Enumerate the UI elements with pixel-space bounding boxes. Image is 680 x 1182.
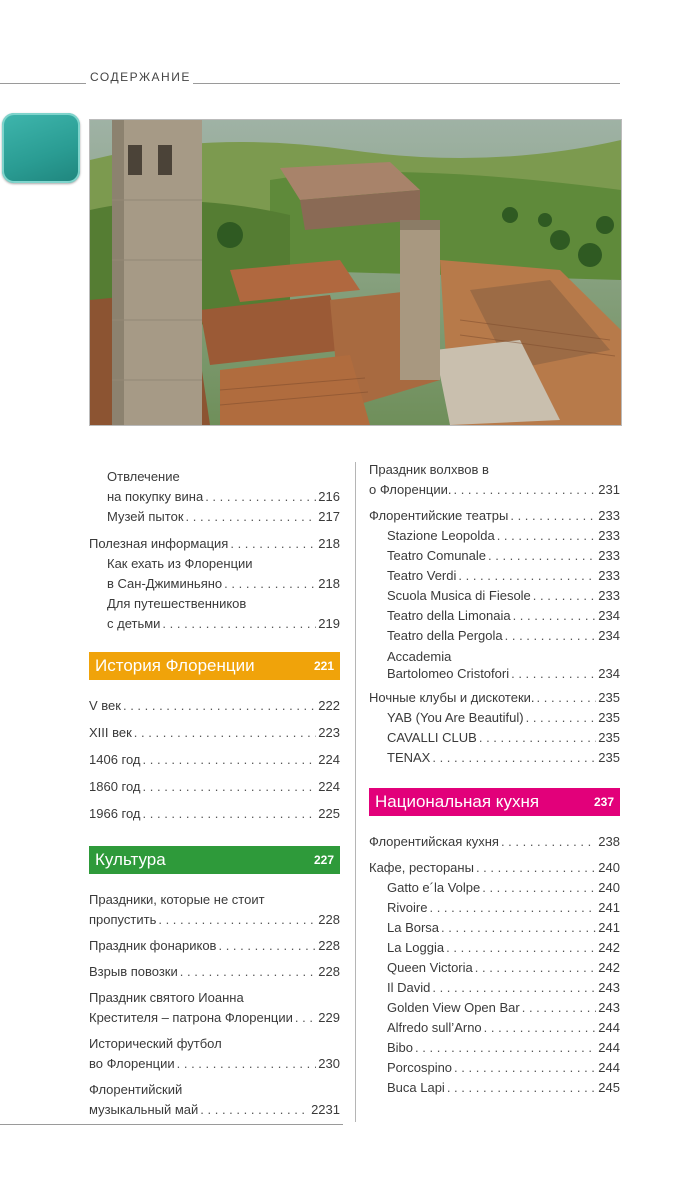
toc-entry[interactable]: 1966 год . . . 225: [89, 804, 340, 824]
toc-entry[interactable]: Праздник фонариков . . . 228: [89, 936, 340, 956]
header-rule-left: [0, 83, 86, 84]
toc-entry[interactable]: Флорентийская кухня . . . 238: [369, 832, 620, 852]
toc-entry[interactable]: XIII век . . . 223: [89, 723, 340, 743]
toc-entry[interactable]: La Loggia . . . 242: [369, 938, 620, 958]
toc-entry[interactable]: Il David . . . 243: [369, 978, 620, 998]
header-rule-right: [180, 83, 620, 84]
toc-entry[interactable]: Buca Lapi . . . 245: [369, 1078, 620, 1098]
toc-entry[interactable]: Bibo . . . 244: [369, 1038, 620, 1058]
toc-entry[interactable]: Teatro Comunale . . . 233: [369, 546, 620, 566]
toc-right-column: [369, 460, 620, 1098]
toc-entry[interactable]: Музей пыток . . . 217: [89, 507, 340, 527]
toc-entry[interactable]: Teatro della Pergola . . . 234: [369, 626, 620, 646]
toc-entry[interactable]: 1406 год . . . 224: [89, 750, 340, 770]
toc-entry[interactable]: Как ехать из Флоренции в Сан-Джиминьяно . . . 218: [89, 554, 340, 594]
toc-entry[interactable]: Alfredo sull’Arno . . . 244: [369, 1018, 620, 1038]
section-tab: [2, 113, 80, 183]
toc-entry[interactable]: Golden View Open Bar . . . 243: [369, 998, 620, 1018]
toc-entry[interactable]: Porcospino . . . 244: [369, 1058, 620, 1078]
toc-entry[interactable]: Флорентийские театры . . . 233: [369, 506, 620, 526]
toc-entry[interactable]: Кафе, рестораны . . . 240: [369, 858, 620, 878]
toc-entry[interactable]: CAVALLI CLUB . . . 235: [369, 728, 620, 748]
toc-entry[interactable]: TENAX . . . 235: [369, 748, 620, 768]
toc-entry[interactable]: Scuola Musica di Fiesole . . . 233: [369, 586, 620, 606]
toc-entry[interactable]: Queen Victoria . . . 242: [369, 958, 620, 978]
toc-entry[interactable]: 1860 год . . . 224: [89, 777, 340, 797]
toc-entry[interactable]: Ночные клубы и дискотеки. . . . 235: [369, 688, 620, 708]
toc-entry[interactable]: Teatro della Limonaia . . . 234: [369, 606, 620, 626]
toc-entry[interactable]: Stazione Leopolda . . . 233: [369, 526, 620, 546]
toc-entry[interactable]: Праздники, которые не стоит пропустить . . . 228: [89, 890, 340, 930]
toc-entry[interactable]: Rivoire . . . 241: [369, 898, 620, 918]
toc-entry[interactable]: Gatto e´la Volpe . . . 240: [369, 878, 620, 898]
toc-entry[interactable]: Исторический футбол во Флоренции . . . 230: [89, 1034, 340, 1074]
toc-entry[interactable]: Праздник святого Иоанна Крестителя – патрона Флоренции . . . 229: [89, 988, 340, 1028]
toc-entry[interactable]: Флорентийский музыкальный май . . . 2231: [89, 1080, 340, 1120]
toc-entry[interactable]: Отвлечение на покупку вина . . . 216: [89, 467, 340, 507]
toc-entry[interactable]: La Borsa . . . 241: [369, 918, 620, 938]
culture-section-banner[interactable]: Культура 227: [89, 846, 340, 874]
toc-entry[interactable]: Для путешественников с детьми . . . 219: [89, 594, 340, 634]
page-title: СОДЕРЖАНИЕ: [90, 70, 191, 84]
toc-entry[interactable]: V век . . . 222: [89, 696, 340, 716]
footer-rule: [0, 1124, 343, 1125]
cover-photo: [89, 119, 622, 426]
toc-entry[interactable]: Accademia Bartolomeo Cristofori . . . 234: [369, 648, 620, 682]
history-section-banner[interactable]: История Флоренции 221: [89, 652, 340, 680]
toc-entry[interactable]: Взрыв повозки . . . 228: [89, 962, 340, 982]
toc-left-column: [89, 460, 340, 1120]
toc-entry[interactable]: YAB (You Are Beautiful) . . . 235: [369, 708, 620, 728]
cuisine-section-banner[interactable]: Национальная кухня 237: [369, 788, 620, 816]
column-divider: [355, 462, 356, 1122]
toc-entry[interactable]: Полезная информация . . . 218: [89, 534, 340, 554]
toc-entry[interactable]: Teatro Verdi . . . 233: [369, 566, 620, 586]
toc-entry[interactable]: Праздник волхвов в о Флоренции. . . . 231: [369, 460, 620, 500]
